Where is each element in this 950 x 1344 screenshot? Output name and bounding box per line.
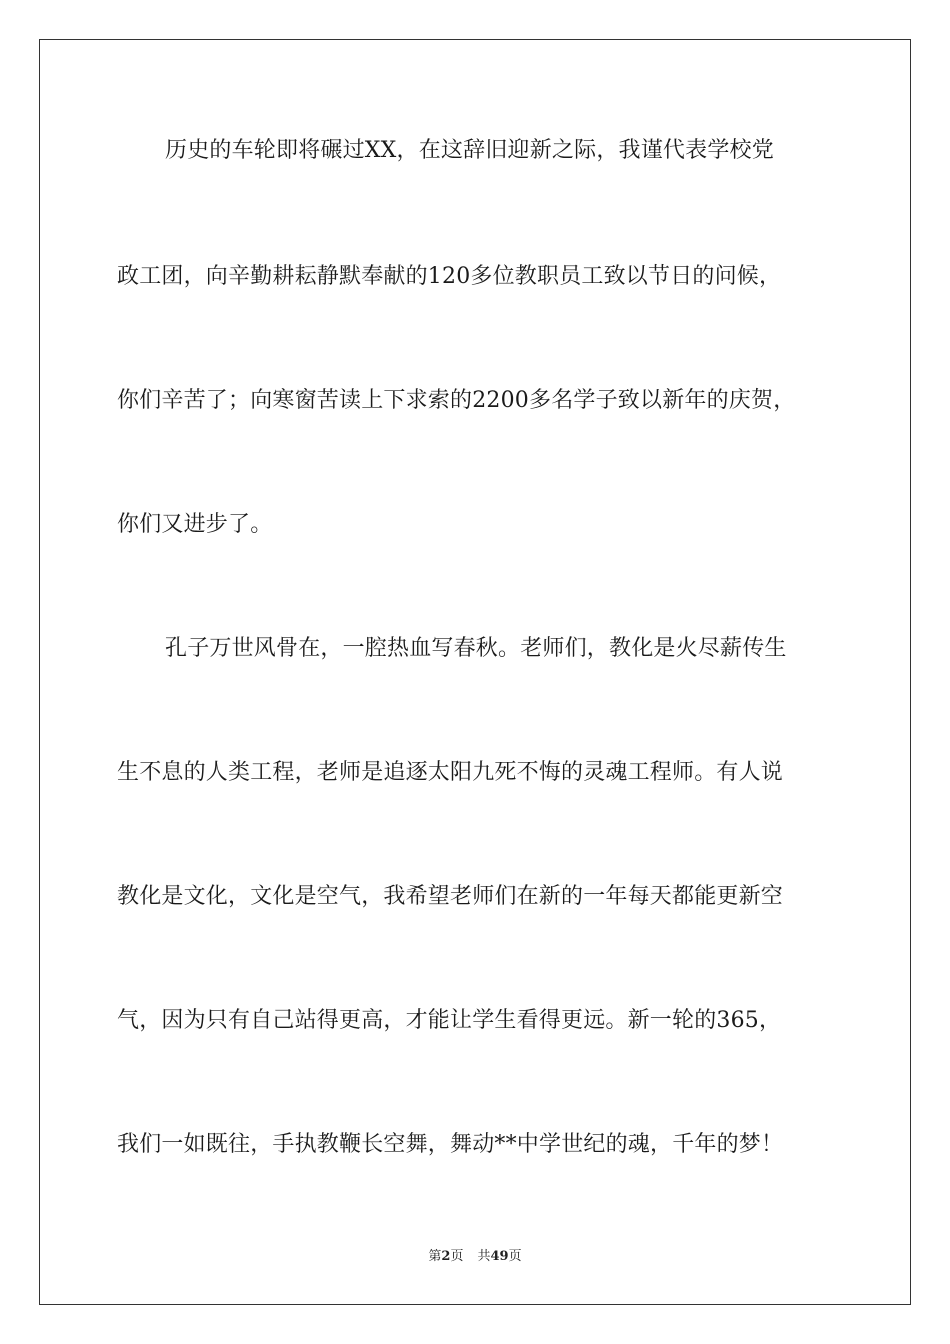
paragraph-1-line-1: 历史的车轮即将碾过XX，在这辞旧迎新之际，我谨代表学校党 — [165, 138, 774, 163]
page-prefix: 第 — [428, 1249, 442, 1264]
paragraph-1-line-4: 你们又进步了。 — [117, 512, 273, 537]
paragraph-2-line-3: 教化是文化，文化是空气，我希望老师们在新的一年每天都能更新空 — [117, 884, 784, 909]
total-suffix: 页 — [508, 1249, 522, 1264]
page-number: 2 — [441, 1249, 451, 1264]
total-prefix: 共 — [477, 1249, 491, 1264]
paragraph-2-line-5: 我们一如既往，手执教鞭长空舞，舞动**中学世纪的魂，千年的梦！ — [117, 1132, 784, 1157]
page-footer — [0, 1249, 950, 1265]
paragraph-1-line-2: 政工团，向辛勤耕耘静默奉献的120多位教职员工致以节日的问候， — [117, 264, 782, 289]
paragraph-2-line-1: 孔子万世风骨在，一腔热血写春秋。老师们，教化是火尽薪传生 — [165, 636, 787, 661]
total-pages: 49 — [490, 1249, 509, 1264]
paragraph-2-line-4: 气，因为只有自己站得更高，才能让学生看得更远。新一轮的365， — [117, 1008, 782, 1033]
page-border — [39, 39, 911, 1305]
page-suffix: 页 — [450, 1249, 464, 1264]
paragraph-2-line-2: 生不息的人类工程，老师是追逐太阳九死不悔的灵魂工程师。有人说 — [117, 760, 784, 785]
paragraph-1-line-3: 你们辛苦了；向寒窗苦读上下求索的2200多名学子致以新年的庆贺， — [117, 388, 796, 413]
